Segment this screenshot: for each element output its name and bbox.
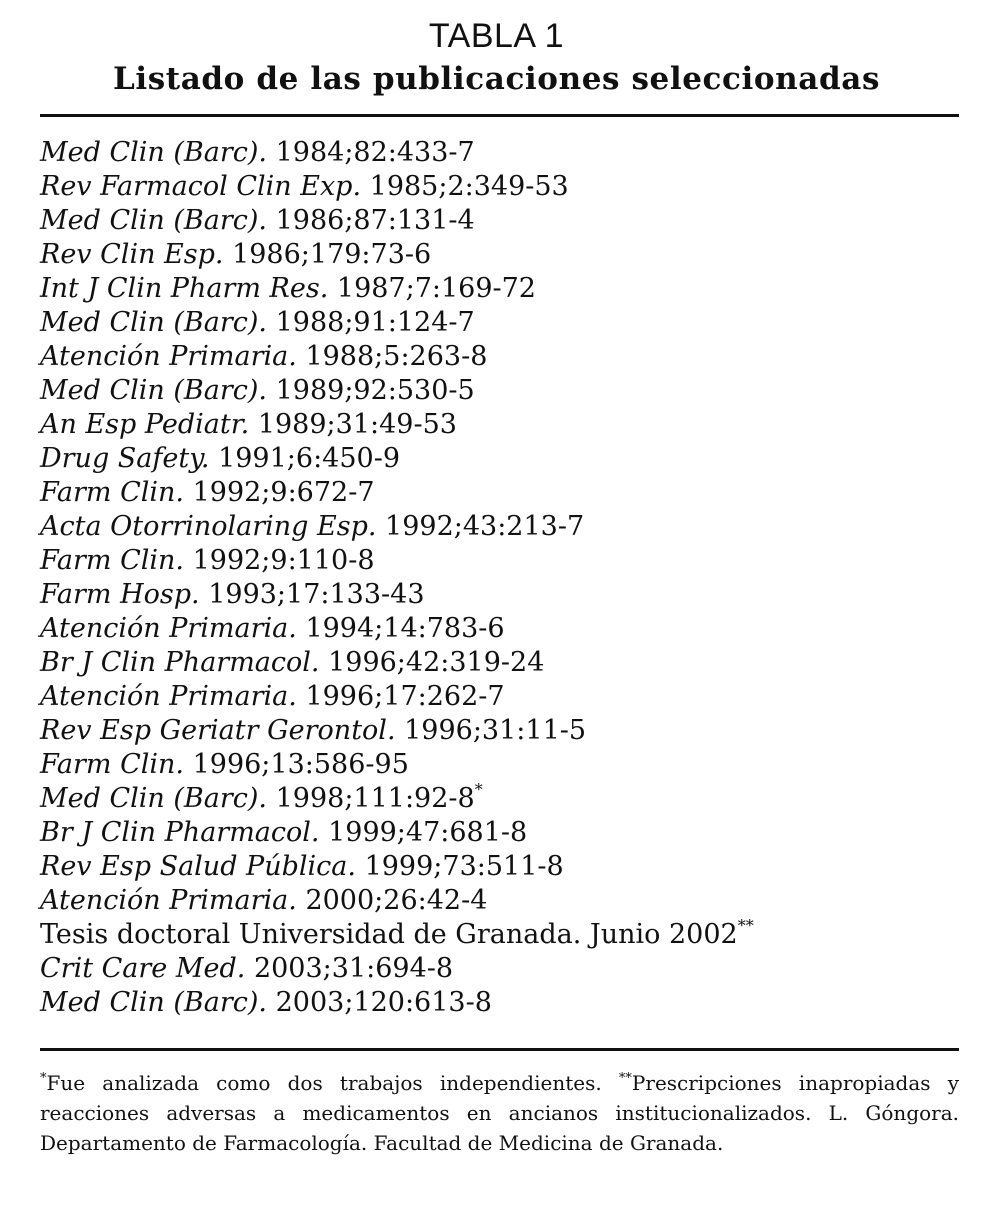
citation-details: 1988;5:263-8 [305, 341, 488, 372]
journal-name: Crit Care Med. [40, 953, 246, 984]
publication-entry [40, 714, 959, 748]
publication-entry [40, 612, 959, 646]
publication-entry [40, 816, 959, 850]
publication-entry [40, 238, 959, 272]
publication-entry [40, 442, 959, 476]
publication-entry [40, 748, 959, 782]
journal-name: Rev Clin Esp. [40, 239, 224, 270]
publication-entry [40, 578, 959, 612]
publication-entry [40, 952, 959, 986]
publication-list [40, 136, 959, 1020]
journal-name: Acta Otorrinolaring Esp. [40, 511, 377, 542]
publication-entry [40, 918, 959, 952]
citation-details: 1999;73:511-8 [364, 851, 564, 882]
journal-name: Med Clin (Barc). [40, 375, 268, 406]
journal-name: Farm Hosp. [40, 579, 200, 610]
publication-entry [40, 476, 959, 510]
publication-entry [40, 170, 959, 204]
publication-entry [40, 136, 959, 170]
publication-entry [40, 374, 959, 408]
citation-details: 1984;82:433-7 [275, 137, 475, 168]
journal-name: Br J Clin Pharmacol. [40, 647, 320, 678]
journal-name: Atención Primaria. [40, 681, 297, 712]
citation-details: 1985;2:349-53 [369, 171, 569, 202]
journal-name: Atención Primaria. [40, 341, 297, 372]
table-footnote [40, 1068, 959, 1158]
journal-name: Farm Clin. [40, 477, 184, 508]
journal-name: Med Clin (Barc). [40, 783, 268, 814]
publication-entry [40, 510, 959, 544]
citation-details: 1996;17:262-7 [305, 681, 505, 712]
citation-details: 1989;92:530-5 [275, 375, 475, 406]
publication-entry [40, 782, 959, 816]
citation-details: 2003;31:694-8 [253, 953, 454, 984]
citation-details: 1988;91:124-7 [275, 307, 475, 338]
publication-entry [40, 680, 959, 714]
citation-details: 1992;9:110-8 [192, 545, 375, 576]
citation-details: 1986;179:73-6 [232, 239, 432, 270]
publication-entry [40, 884, 959, 918]
journal-name: Rev Esp Geriatr Gerontol. [40, 715, 396, 746]
citation-details: 1989;31:49-53 [257, 409, 457, 440]
publication-entry [40, 408, 959, 442]
footnote-marker: ** [737, 916, 754, 935]
footnote-text-1: Fue analizada como dos trabajos independientes. [46, 1071, 602, 1095]
footnote-mark-1: * [40, 1071, 47, 1086]
citation-details: 1992;43:213-7 [385, 511, 585, 542]
citation-details: 1996;31:11-5 [404, 715, 587, 746]
citation-details: 1998;111:92-8 [275, 783, 475, 814]
citation-details: 1994;14:783-6 [305, 613, 505, 644]
publication-entry [40, 544, 959, 578]
publication-entry [40, 340, 959, 374]
publication-entry [40, 850, 959, 884]
citation-details: 2000;26:42-4 [305, 885, 488, 916]
journal-name: Med Clin (Barc). [40, 205, 268, 236]
journal-name: Int J Clin Pharm Res. [40, 273, 329, 304]
citation-details: 1993;17:133-43 [208, 579, 425, 610]
top-rule [40, 114, 959, 117]
publication-entry [40, 272, 959, 306]
journal-name: Med Clin (Barc). [40, 137, 268, 168]
publication-entry [40, 204, 959, 238]
journal-name: Farm Clin. [40, 545, 184, 576]
publication-entry [40, 986, 959, 1020]
journal-name: Atención Primaria. [40, 885, 297, 916]
journal-name: An Esp Pediatr. [40, 409, 250, 440]
journal-name: Rev Esp Salud Pública. [40, 851, 356, 882]
citation-details: 1991;6:450-9 [218, 443, 400, 474]
publication-entry [40, 646, 959, 680]
journal-name: Atención Primaria. [40, 613, 297, 644]
footnote-mark-2: ** [618, 1071, 632, 1086]
footnote-marker: * [474, 780, 483, 799]
citation-details: 1992;9:672-7 [192, 477, 375, 508]
citation-details: 2003;120:613-8 [275, 987, 492, 1018]
table-label: TABLA 1 [428, 17, 565, 55]
citation-details: 1996;13:586-95 [192, 749, 409, 780]
citation-details: 1986;87:131-4 [275, 205, 475, 236]
publication-entry [40, 306, 959, 340]
journal-name: Med Clin (Barc). [40, 307, 268, 338]
citation-details: 1999;47:681-8 [328, 817, 528, 848]
footnote-text-2: Prescripciones inapropiadas y reacciones adversas a medicamentos en ancianos institucionalizados. L. Góngora. Departamento de Farmacología. Facultad de Medicina de Granada. [40, 1071, 960, 1155]
journal-name: Rev Farmacol Clin Exp. [40, 171, 362, 202]
citation-details: 1987;7:169-72 [336, 273, 536, 304]
bottom-rule [40, 1048, 959, 1051]
journal-name: Drug Safety. [40, 443, 210, 474]
table-title: Listado de las publicaciones seleccionadas [112, 61, 881, 97]
journal-name: Med Clin (Barc). [40, 987, 268, 1018]
citation-details: Tesis doctoral Universidad de Granada. Junio 2002 [40, 919, 738, 950]
journal-name: Farm Clin. [40, 749, 184, 780]
journal-name: Br J Clin Pharmacol. [40, 817, 320, 848]
citation-details: 1996;42:319-24 [328, 647, 545, 678]
